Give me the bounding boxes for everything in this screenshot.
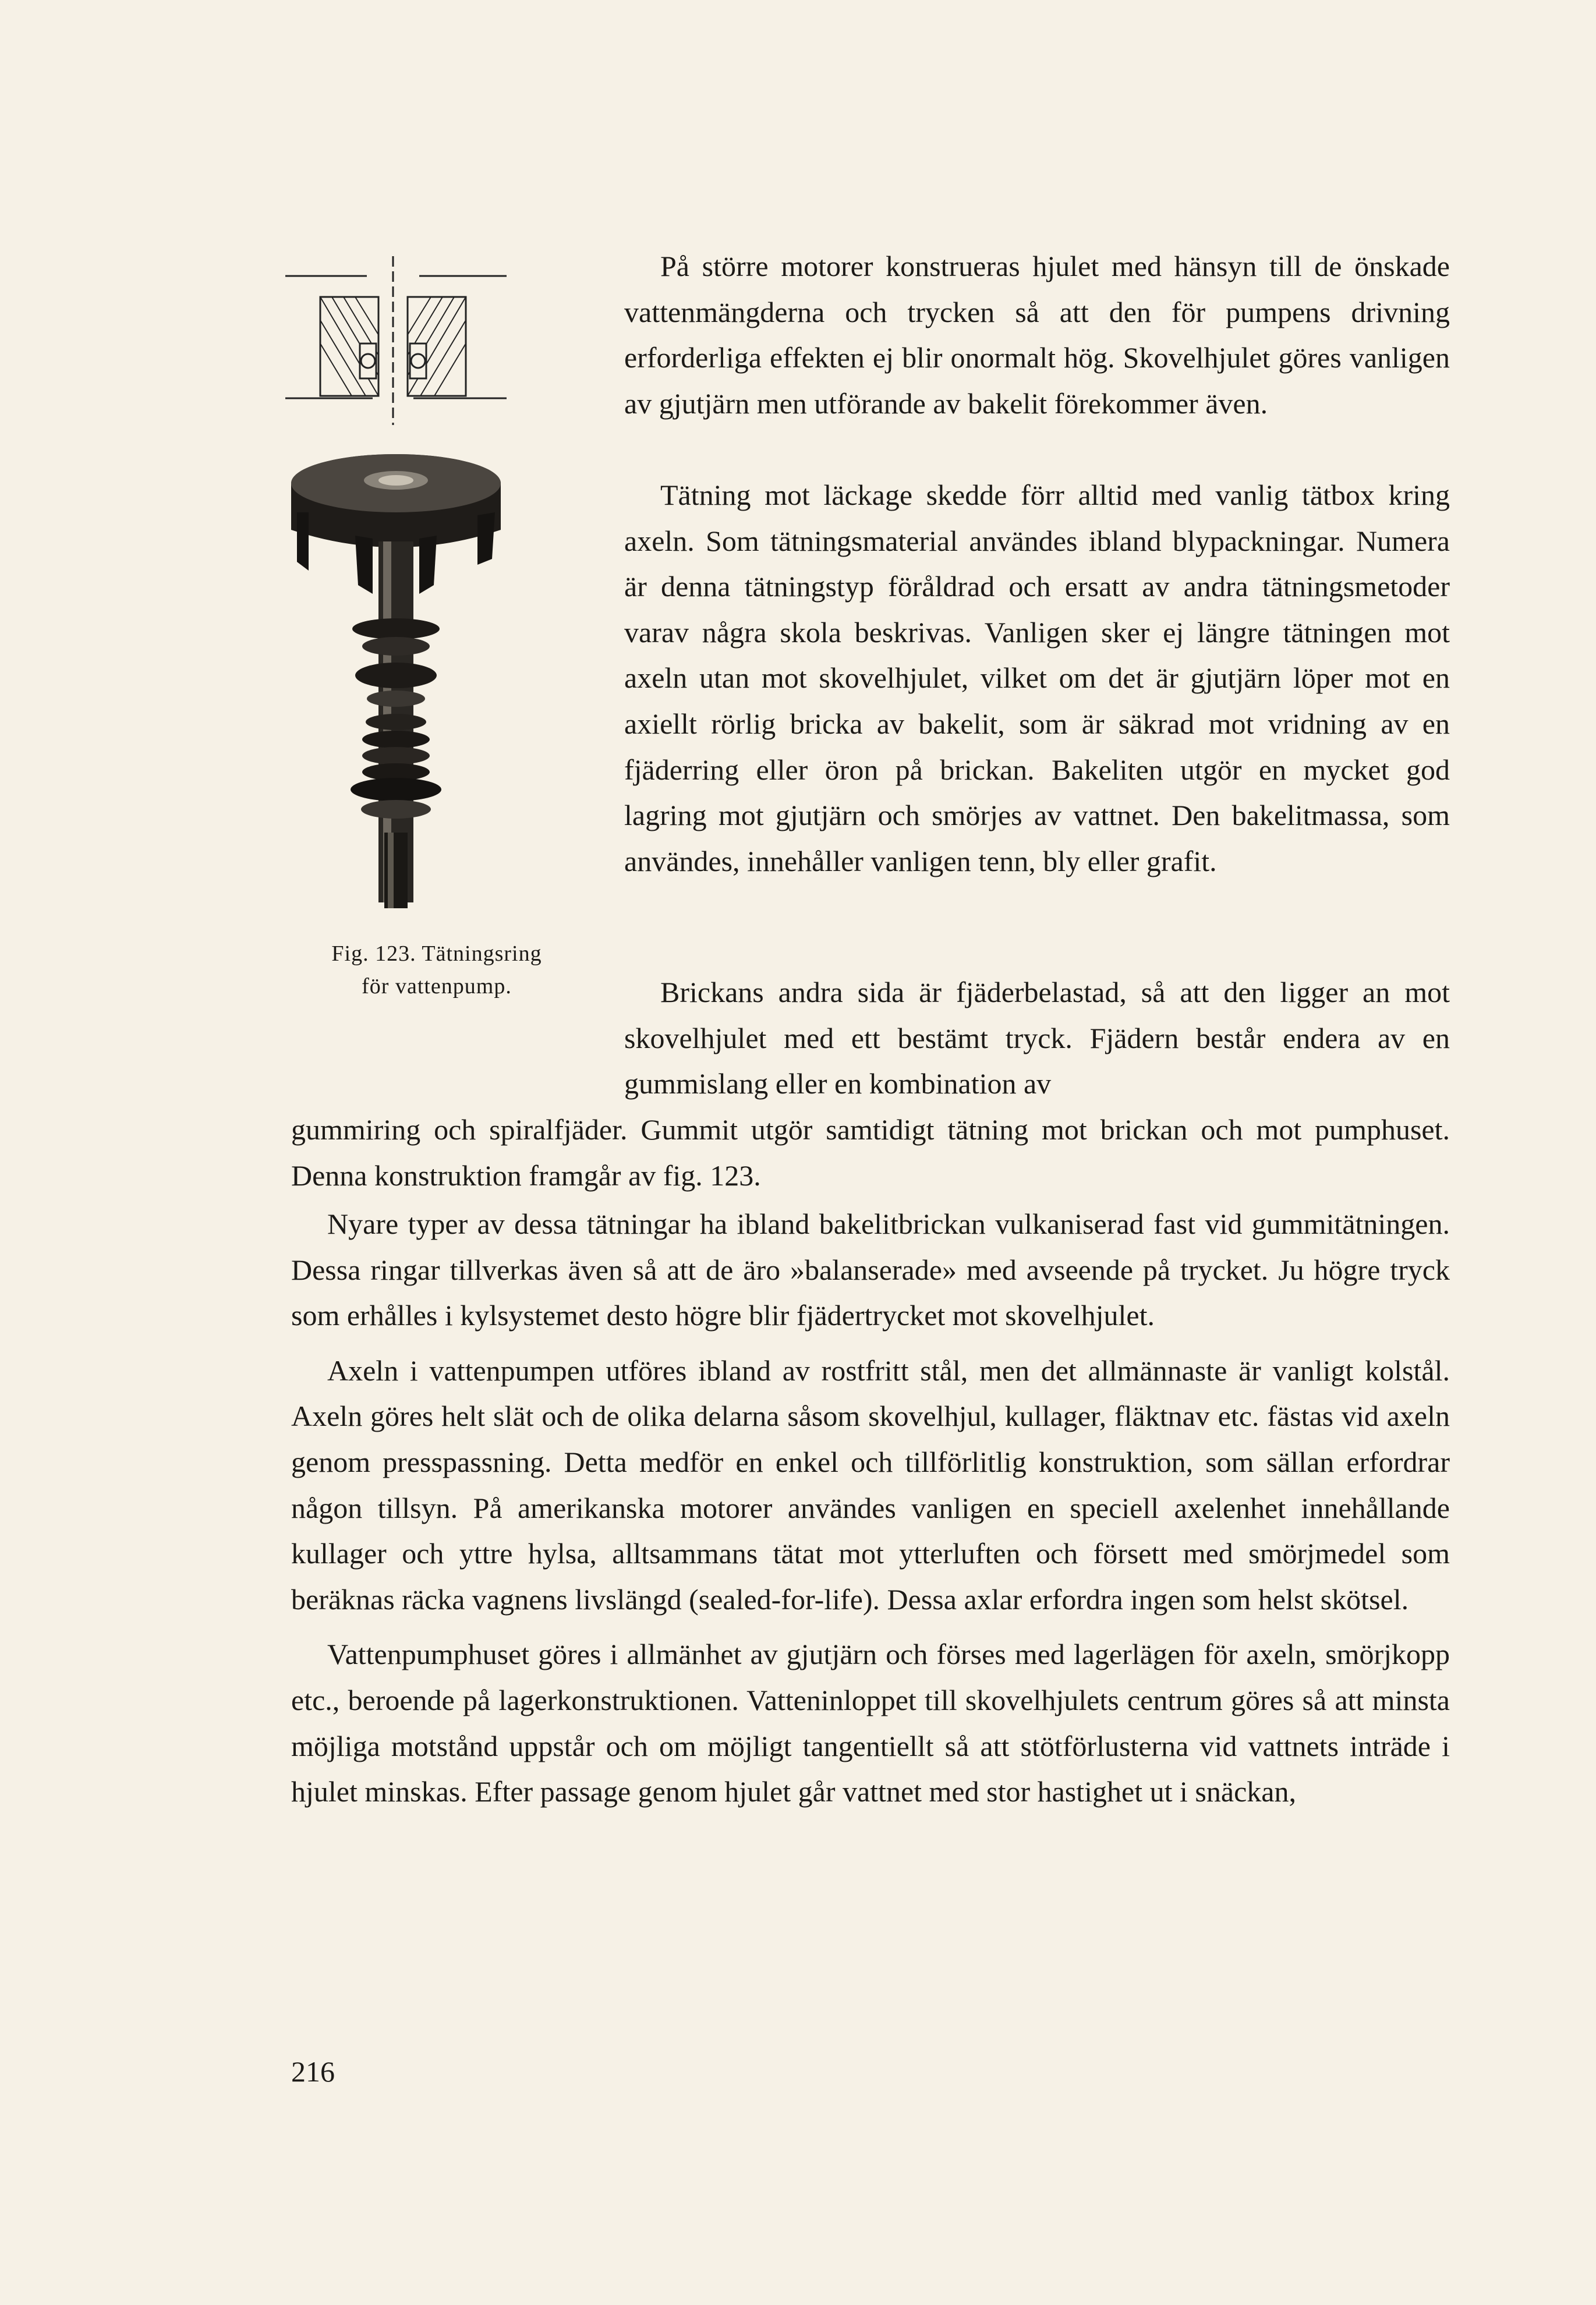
paragraph-text: På större motorer konstrueras hjulet med hänsyn till de önskade vattenmängderna och trycken så att den för pumpens drivning erforderliga effekten ej blir onormalt hög. Skovelhjulet göres vanligen av gjutjärn men utförande av bakelit förekommer även. [624, 250, 1450, 420]
paragraph-6: Vattenpumphuset göres i allmänhet av gjutjärn och förses med lagerlägen för axeln, smörjkopp etc., beroende på lagerkonstruktionen. Vatteninloppet till skovelhjulets centrum göres så att minsta möjliga motstånd uppstår och om möjligt tangentiellt så att stötförlusterna vid vattnets inträde i hjulet minskas. Efter passage genom hjulet går vattnet med stor hastighet ut i snäckan, [291, 1638, 1450, 1808]
seal-cross-section-drawing [285, 256, 507, 425]
page-number: 216 [291, 2055, 335, 2088]
paragraph-2 [624, 472, 1450, 884]
caption-line-1: Fig. 123. Tätningsring [331, 941, 542, 966]
water-pump-seal-illustration [285, 256, 576, 926]
paragraph-text: Tätning mot läckage skedde förr alltid med vanlig tätbox kring axeln. Som tätningsmaterial användes ibland blypackningar. Numera är denna tätningstyp föråldrad och ersatt av andra tätningsmetoder varav några skola beskrivas. Vanligen sker ej längre tätningen mot axeln utan mot skovelhjulet, vilket om det är gjutjärn löper mot en axiellt rörlig bricka av bakelit, som är säkrad mot vridning av en fjäderring eller öron på brickan. Bakeliten utgör en mycket god lagring mot gjutjärn och smörjes av vattnet. Den bakelitmassa, som användes, innehåller vanligen tenn, bly eller grafit. [624, 479, 1450, 877]
figure-caption [291, 937, 582, 1003]
figure-123 [285, 256, 576, 1013]
paragraph-4: Nyare typer av dessa tätningar ha ibland bakelitbrickan vulkaniserad fast vid gummitätningen. Dessa ringar tillverkas även så att de äro »balanserade» med avseende på trycket. Ju högre tryck som erhålles i kylsystemet desto högre blir fjädertrycket mot skovelhjulet. [291, 1208, 1450, 1332]
shaft-photo [351, 541, 441, 908]
paragraph-1 [624, 243, 1450, 426]
caption-line-2: för vattenpump. [362, 974, 512, 999]
paragraph-text: Brickans andra sida är fjäderbelastad, så att den ligger an mot skovelhjulet med ett bestämt tryck. Fjädern består endera av en gummislang eller en kombination av [624, 976, 1450, 1100]
paragraph-5: Axeln i vattenpumpen utföres ibland av rostfritt stål, men det allmännaste är vanligt kolstål. Axeln göres helt slät och de olika delarna såsom skovelhjul, kullager, fläktnav etc. fästas vid axeln genom presspassning. Detta medför en enkel och tillförlitlig konstruktion, som sällan erfordrar någon tillsyn. På amerikanska motorer användes vanligen en speciell axelenhet innehållande kullager och yttre hylsa, alltsammans tätat mot ytterluften och försett med smörjmedel som beräknas räcka vagnens livslängd (sealed-for-life). Dessa axlar erfordra ingen som helst skötsel. [291, 1354, 1450, 1616]
paragraph-3-continued [291, 1107, 1450, 1198]
paragraph-text: gummiring och spiralfjäder. Gummit utgör samtidigt tätning mot brickan och mot pumphuset. Denna konstruktion framgår av fig. 123. [291, 1113, 1450, 1192]
body-text-full-width [291, 1201, 1450, 1815]
paragraph-3-start [624, 969, 1450, 1107]
